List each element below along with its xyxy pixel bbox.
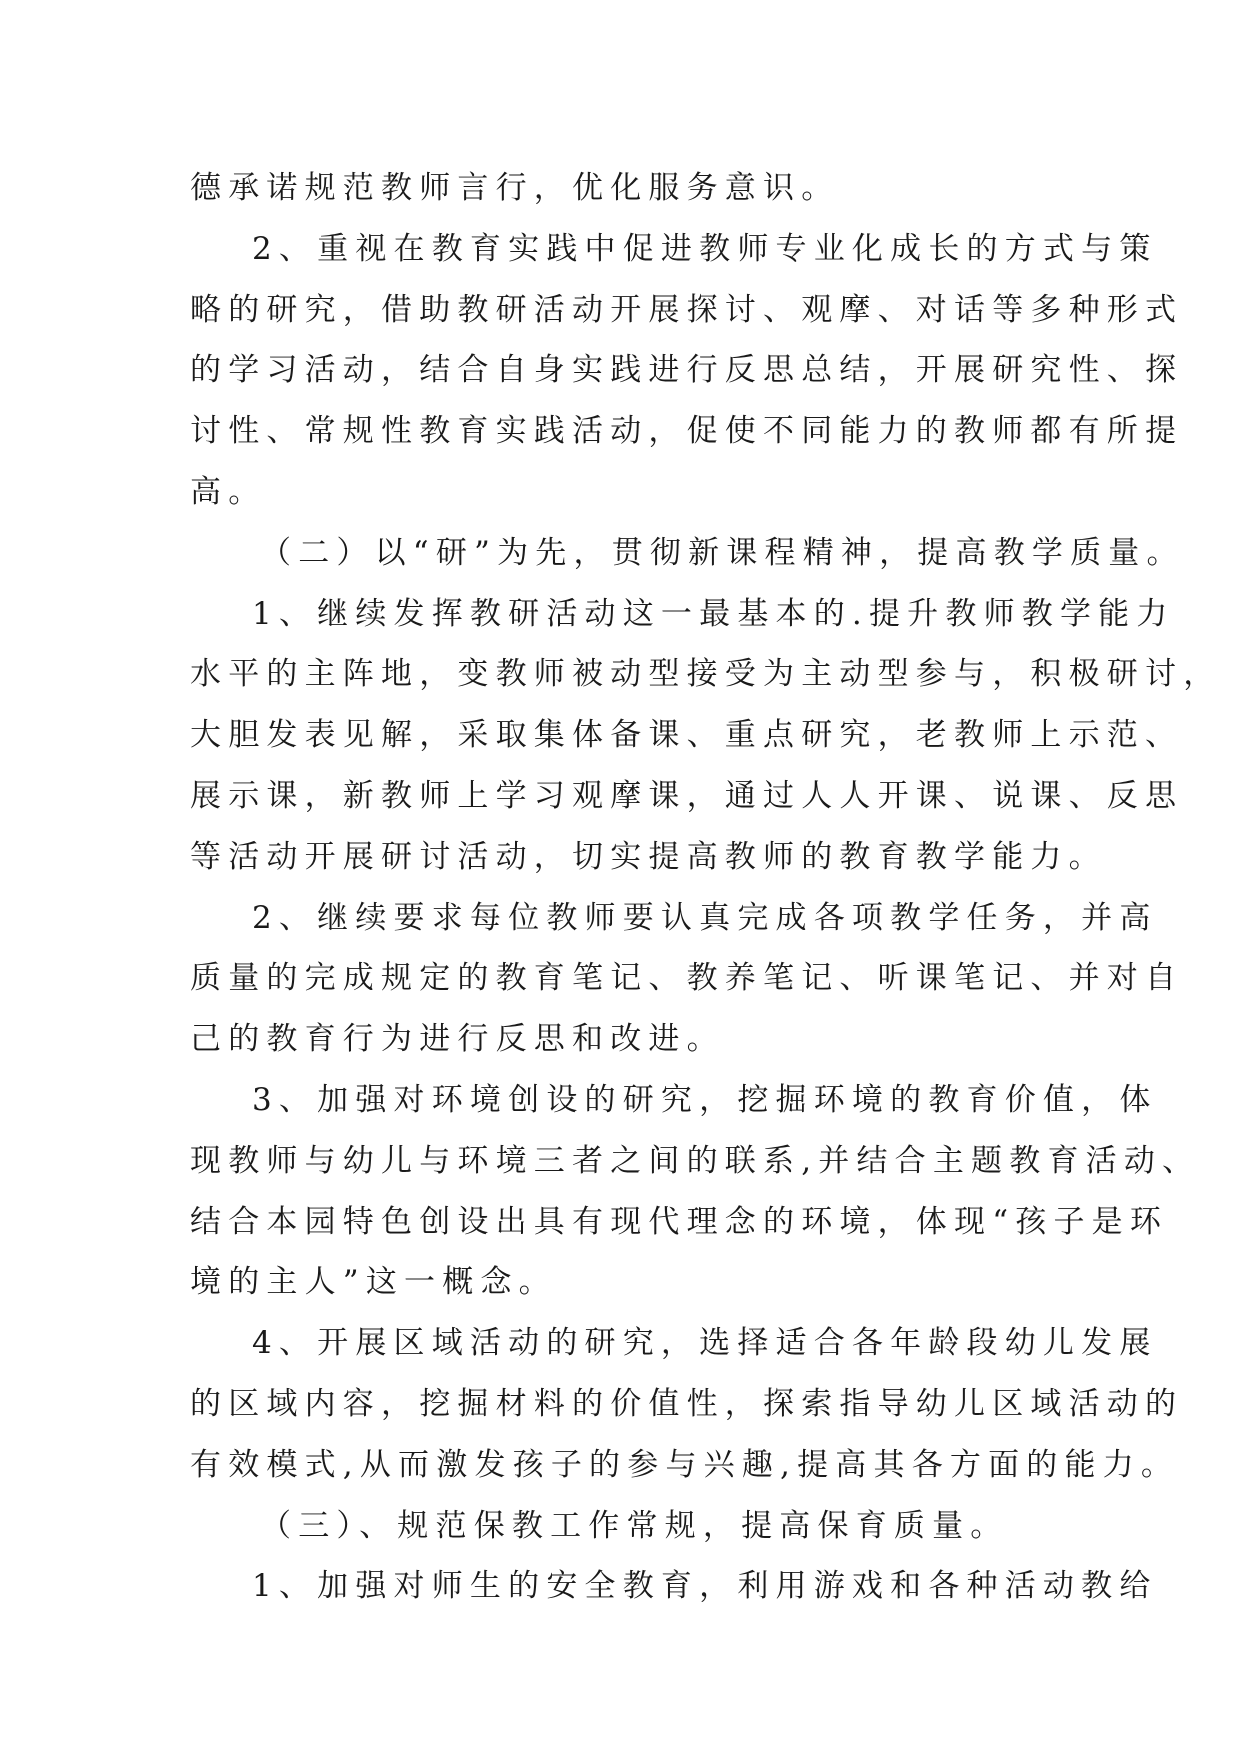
text-line: 讨性、常规性教育实践活动，促使不同能力的教师都有所提 [190,413,1184,450]
text-line: 3、加强对环境创设的研究，挖掘环境的教育价值，体 [252,1081,1158,1118]
text-line: 2、重视在教育实践中促进教师专业化成长的方式与策 [252,230,1158,267]
text-line: 境的主人”这一概念。 [190,1264,557,1301]
section-heading: （三）、规范保教工作常规，提高保育质量。 [260,1507,1009,1544]
text-line: 质量的完成规定的教育笔记、教养笔记、听课笔记、并对自 [190,960,1184,997]
text-line: 的区域内容，挖掘材料的价值性，探索指导幼儿区域活动的 [190,1385,1184,1422]
text-line: 4、开展区域活动的研究，选择适合各年龄段幼儿发展 [252,1325,1158,1362]
text-line: 有效模式,从而激发孩子的参与兴趣,提高其各方面的能力。 [190,1446,1180,1483]
text-line: 1、继续发挥教研活动这一最基本的.提升教师教学能力 [252,595,1175,632]
text-line: 的学习活动，结合自身实践进行反思总结，开展研究性、探 [190,352,1184,389]
text-line: 1、加强对师生的安全教育，利用游戏和各种活动教给 [252,1568,1158,1605]
document-body [190,158,1222,1617]
text-line: 水平的主阵地，变教师被动型接受为主动型参与，积极研讨， [190,656,1222,693]
text-line: 德承诺规范教师言行，优化服务意识。 [190,170,840,206]
section-heading: （二）以“研”为先，贯彻新课程精神，提高教学质量。 [260,534,1185,571]
text-line: 结合本园特色创设出具有现代理念的环境，体现“孩子是环 [190,1203,1169,1240]
text-line: 己的教育行为进行反思和改进。 [190,1021,725,1058]
text-line: 大胆发表见解，采取集体备课、重点研究，老教师上示范、 [190,717,1184,754]
text-line: 展示课，新教师上学习观摩课，通过人人开课、说课、反思 [190,777,1184,814]
text-line: 现教师与幼儿与环境三者之间的联系,并结合主题教育活动、 [190,1142,1201,1179]
text-line: 等活动开展研讨活动，切实提高教师的教育教学能力。 [190,838,1107,875]
text-line: 2、继续要求每位教师要认真完成各项教学任务，并高 [252,899,1158,936]
text-line: 略的研究，借助教研活动开展探讨、观摩、对话等多种形式 [190,291,1184,328]
text-line: 高。 [190,473,267,510]
